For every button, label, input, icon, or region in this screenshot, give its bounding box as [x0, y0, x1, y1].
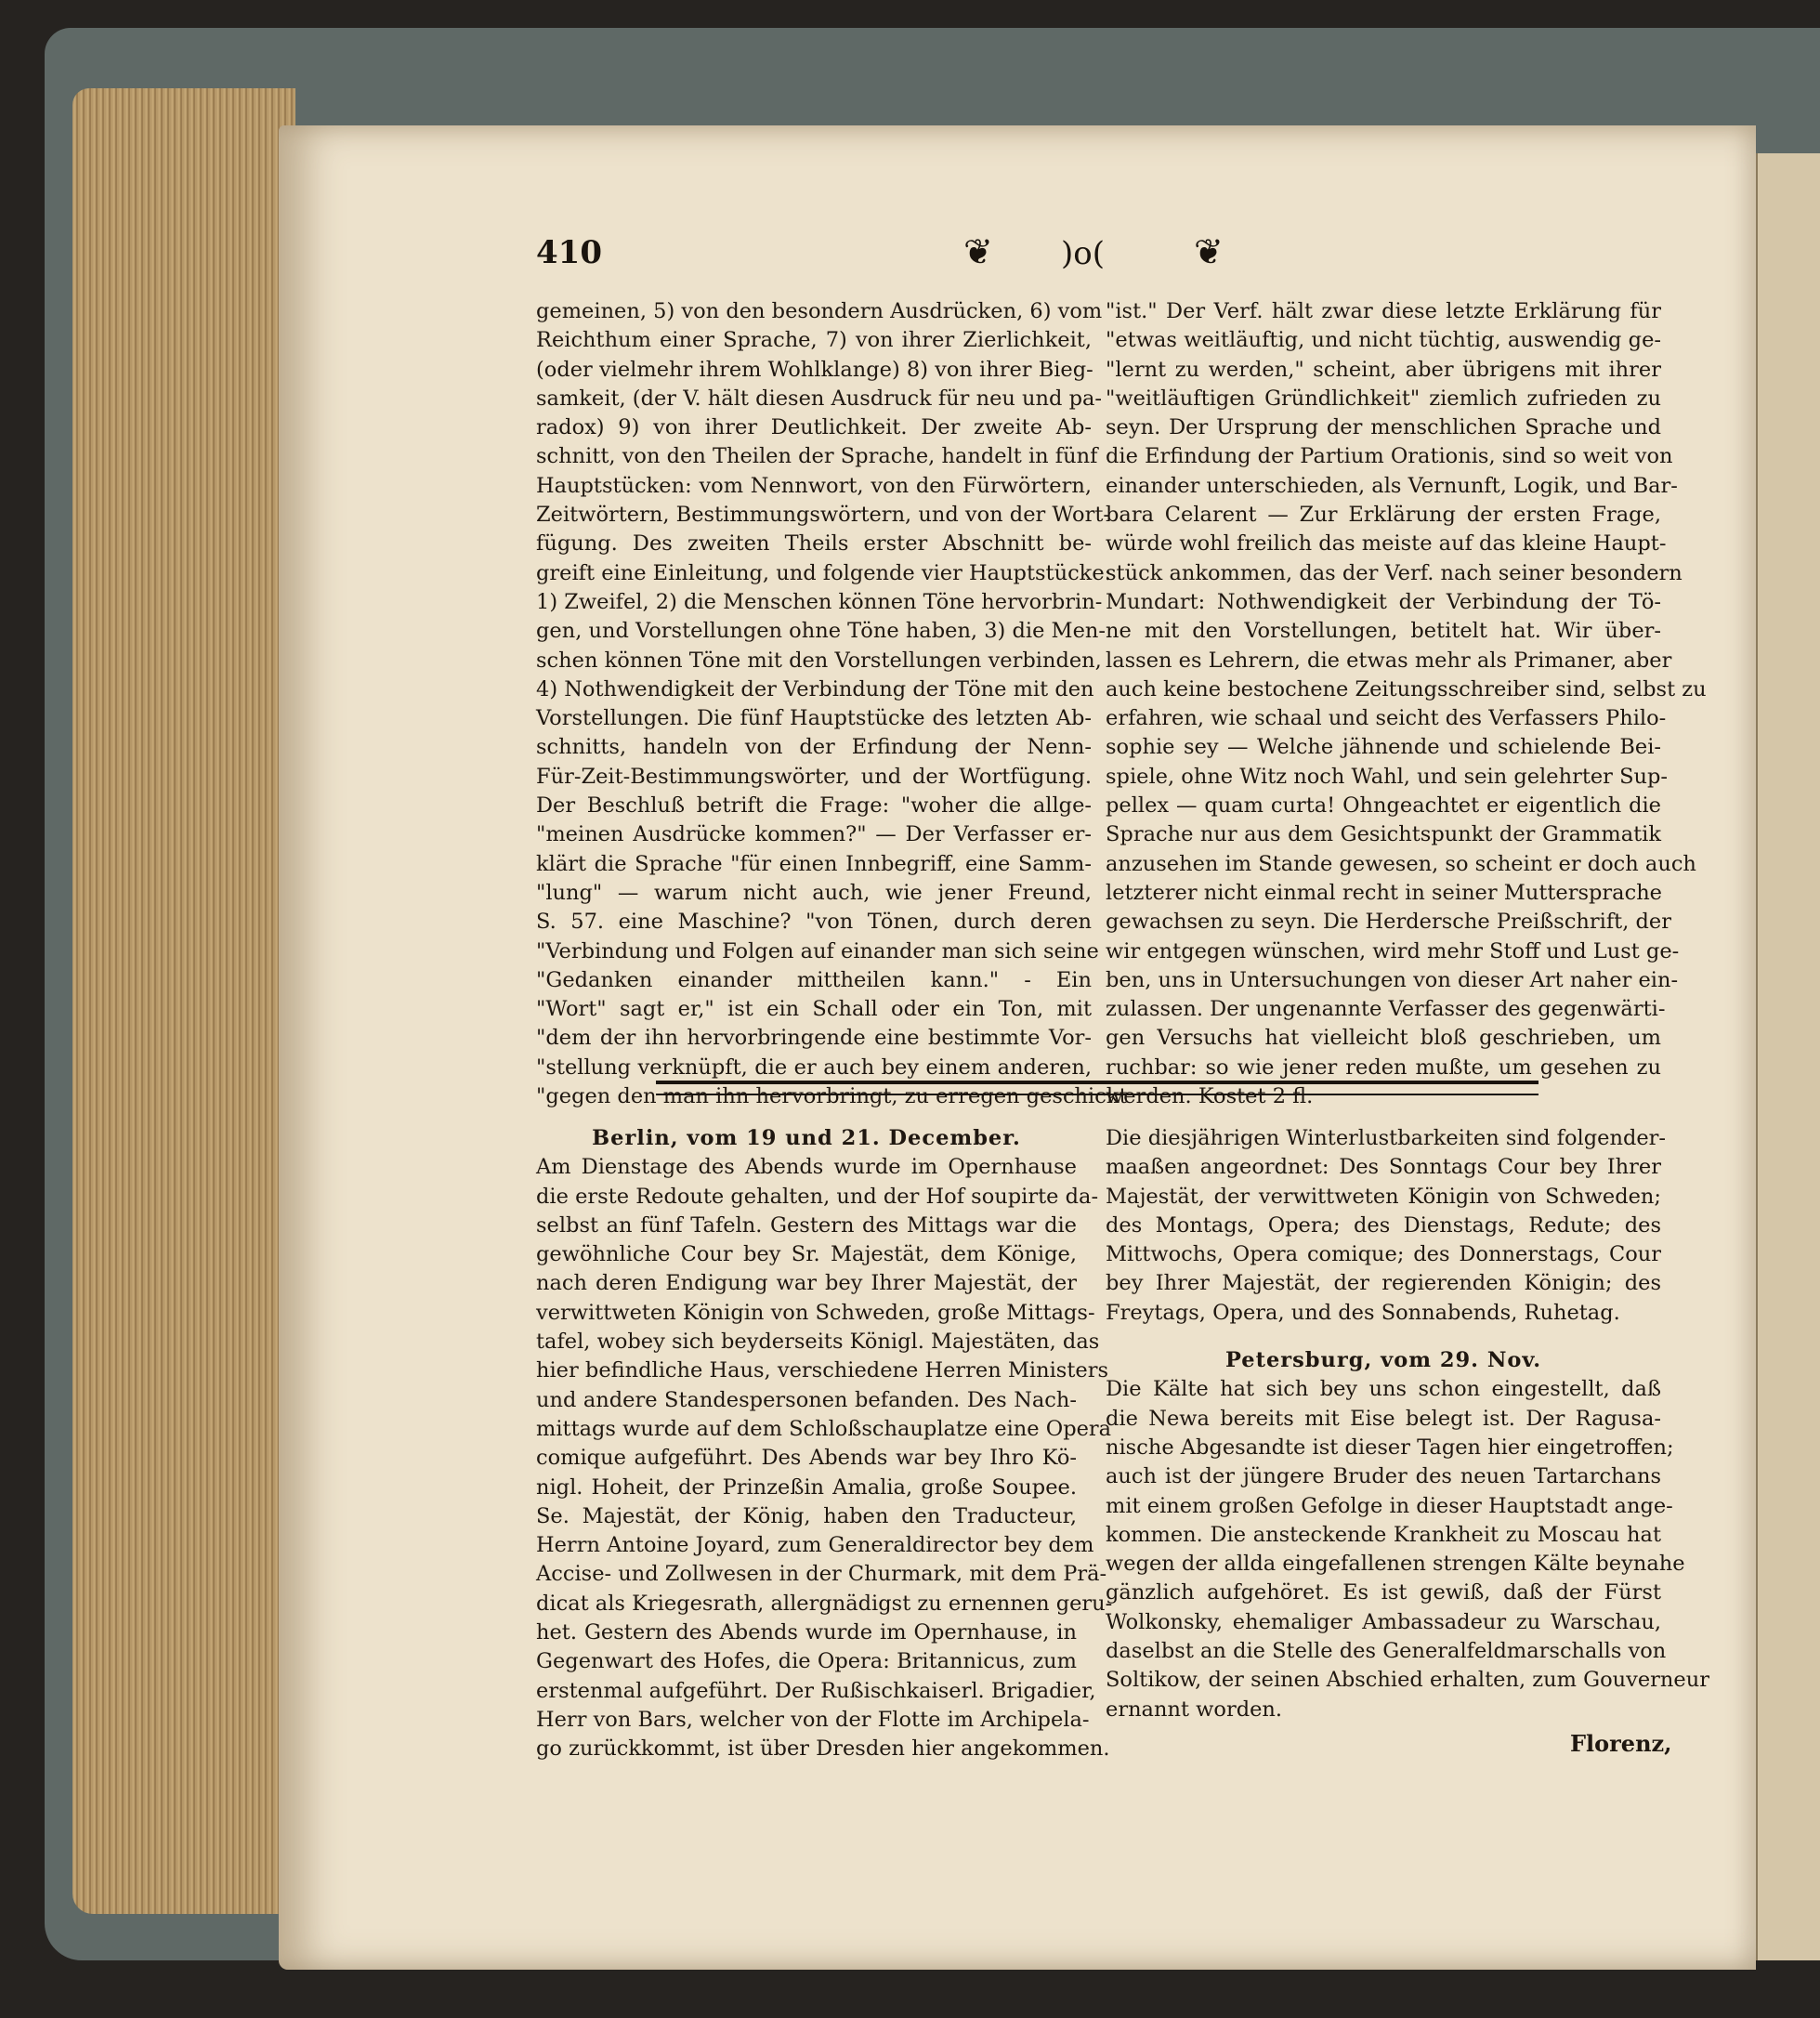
berlin-cont-text-line: Majestät, der verwittweten Königin von Schweden;: [1106, 1184, 1661, 1209]
review-text-line: "Wort" sagt er," ist ein Schall oder ein Ton, mit: [536, 997, 1092, 1022]
review-text-line: "weitläuftigen Gründlichkeit" ziemlich zufrieden zu: [1106, 386, 1661, 411]
review-text-line: Reichthum einer Sprache, 7) von ihrer Zierlichkeit,: [536, 328, 1092, 353]
petersburg-text-line: wegen der allda eingefallenen strengen Kälte beynahe: [1106, 1552, 1685, 1577]
petersburg-text-line: daselbst an die Stelle des Generalfeldmarschalls von: [1106, 1639, 1667, 1664]
news-column-right: [1106, 1124, 1709, 1724]
review-text-line: wir entgegen wünschen, wird mehr Stoff und Lust ge-: [1106, 938, 1680, 963]
page-number: 410: [536, 234, 602, 271]
berlin-cont-text-line: Mittwochs, Opera comique; des Donnerstags, Cour: [1106, 1242, 1661, 1267]
review-text-line: radox) 9) von ihrer Deutlichkeit. Der zweite Ab-: [536, 415, 1092, 440]
petersburg-text-line: auch ist der jüngere Bruder des neuen Tartarchans: [1106, 1464, 1661, 1489]
berlin-text-line: Gegenwart des Hofes, die Opera: Britannicus, zum: [536, 1649, 1077, 1674]
ornament-left-icon: ❦: [963, 231, 993, 272]
berlin-text-line: verwittweten Königin von Schweden, große Mittags-: [536, 1300, 1095, 1325]
review-text-line: stück ankommen, das der Verf. nach seiner besondern: [1106, 560, 1683, 585]
review-text-line: "dem der ihn hervorbringende eine bestimmte Vor-: [536, 1026, 1092, 1051]
review-text-line: Zeitwörtern, Bestimmungswörtern, und von der Wort-: [536, 503, 1110, 528]
review-text-line: Vorstellungen. Die fünf Hauptstücke des letzten Ab-: [536, 706, 1092, 731]
review-text-line: schnitts, handeln von der Erfindung der Nenn-: [536, 735, 1092, 760]
berlin-text-line: Herr von Bars, welcher von der Flotte im Archipela-: [536, 1707, 1090, 1732]
review-text-line: fügung. Des zweiten Theils erster Abschnitt be-: [536, 531, 1092, 557]
berlin-text-line: gewöhnliche Cour bey Sr. Majestät, dem Könige,: [536, 1242, 1077, 1267]
review-text-line: Mundart: Nothwendigkeit der Verbindung der Tö-: [1106, 589, 1661, 614]
berlin-dateline: Berlin, vom 19 und 21. December.: [592, 1126, 1021, 1150]
section-divider: [656, 1081, 1538, 1095]
berlin-text-line: selbst an fünf Tafeln. Gestern des Mittags war die: [536, 1212, 1077, 1238]
review-text-line: sophie sey — Welche jähnende und schielende Bei-: [1106, 735, 1661, 760]
review-text-line: gemeinen, 5) von den besondern Ausdrücken, 6) vom: [536, 299, 1103, 323]
review-text-line: samkeit, (der V. hält diesen Ausdruck für neu und pa-: [536, 386, 1102, 411]
petersburg-dateline: Petersburg, vom 29. Nov.: [1224, 1348, 1542, 1373]
review-text-line: "Verbindung und Folgen auf einander man sich seine: [536, 938, 1099, 963]
review-text-line: letzterer nicht einmal recht in seiner Muttersprache: [1106, 880, 1662, 905]
review-text-line: gewachsen zu seyn. Die Herdersche Preißschrift, der: [1106, 910, 1672, 935]
petersburg-text-line: mit einem großen Gefolge in dieser Hauptstadt ange-: [1106, 1493, 1673, 1518]
review-text-line: 1) Zweifel, 2) die Menschen können Töne hervorbrin-: [536, 589, 1103, 614]
review-text-line: die Erfindung der Partium Orationis, sind so weit von: [1106, 444, 1673, 469]
review-text-line: erfahren, wie schaal und seicht des Verfassers Philo-: [1106, 706, 1667, 731]
berlin-text-line: hier befindliche Haus, verschiedene Herren Ministers: [536, 1358, 1109, 1383]
review-text-line: "Gedanken einander mittheilen kann." - Ein: [536, 967, 1092, 992]
berlin-cont-text-line: maaßen angeordnet: Des Sonntags Cour bey Ihrer: [1106, 1155, 1661, 1180]
berlin-text-line: Herrn Antoine Joyard, zum Generaldirector bey dem: [536, 1533, 1094, 1558]
review-text-line: S. 57. eine Maschine? "von Tönen, durch deren: [536, 910, 1092, 935]
review-text-line: "etwas weitläuftig, und nicht tüchtig, auswendig ge-: [1106, 328, 1661, 353]
review-text-line: werden. Kostet 2 fl.: [1106, 1084, 1314, 1109]
berlin-text-line: mittags wurde auf dem Schloßschauplatze eine Opera: [536, 1416, 1112, 1441]
review-text-line: ne mit den Vorstellungen, betitelt hat. Wir über-: [1106, 619, 1661, 644]
berlin-cont-text-line: Die diesjährigen Winterlustbarkeiten sind folgender-: [1106, 1126, 1667, 1150]
berlin-text-line: dicat als Kriegesrath, allergnädigst zu ernennen geru-: [536, 1591, 1113, 1616]
berlin-cont-text-line: Freytags, Opera, und des Sonnabends, Ruhetag.: [1106, 1300, 1620, 1325]
review-text-line: bara Celarent — Zur Erklärung der ersten Frage,: [1106, 503, 1661, 528]
petersburg-text-line: Soltikow, der seinen Abschied erhalten, zum Gouverneur: [1106, 1668, 1709, 1693]
review-text-line: würde wohl freilich das meiste auf das kleine Haupt-: [1106, 531, 1667, 557]
review-text-line: schen können Töne mit den Vorstellungen verbinden,: [536, 648, 1102, 673]
page-edges: [72, 88, 295, 1914]
review-text-line: auch keine bestochene Zeitungsschreiber sind, selbst zu: [1106, 676, 1707, 701]
petersburg-text-line: ernannt worden.: [1106, 1697, 1283, 1722]
review-column-right: [1106, 297, 1707, 1111]
review-text-line: pellex — quam curta! Ohngeachtet er eigentlich die: [1106, 793, 1661, 819]
berlin-cont-text-line: bey Ihrer Majestät, der regierenden Königin; des: [1106, 1271, 1661, 1296]
review-text-line: lassen es Lehrern, die etwas mehr als Primaner, aber: [1106, 648, 1672, 673]
petersburg-text-line: Wolkonsky, ehemaliger Ambassadeur zu Warschau,: [1106, 1609, 1661, 1634]
review-text-line: (oder vielmehr ihrem Wohlklange) 8) von ihrer Bieg-: [536, 357, 1093, 382]
page-header: [536, 231, 1665, 290]
petersburg-text-line: Die Kälte hat sich bey uns schon eingestellt, daß: [1106, 1377, 1661, 1402]
berlin-text-line: erstenmal aufgeführt. Der Rußischkaiserl. Brigadier,: [536, 1678, 1096, 1703]
review-text-line: klärt die Sprache "für einen Innbegriff, eine Samm-: [536, 851, 1092, 876]
berlin-text-line: nach deren Endigung war bey Ihrer Majestät, der: [536, 1271, 1077, 1296]
berlin-text-line: nigl. Hoheit, der Prinzeßin Amalia, große Soupee.: [536, 1474, 1077, 1500]
review-text-line: Sprache nur aus dem Gesichtspunkt der Grammatik: [1106, 822, 1661, 847]
catchword: Florenz,: [1570, 1730, 1672, 1757]
review-text-line: spiele, ohne Witz noch Wahl, und sein gelehrter Sup-: [1106, 764, 1668, 789]
berlin-text-line: Se. Majestät, der König, haben den Traducteur,: [536, 1503, 1077, 1528]
review-text-line: ben, uns in Untersuchungen von dieser Art naher ein-: [1106, 967, 1679, 992]
berlin-text-line: go zurückkommt, ist über Dresden hier angekommen.: [536, 1736, 1110, 1762]
review-text-line: gen, und Vorstellungen ohne Töne haben, 3) die Men-: [536, 619, 1106, 644]
review-text-line: seyn. Der Ursprung der menschlichen Sprache und: [1106, 415, 1661, 440]
review-text-line: "stellung verknüpft, die er auch bey einem anderen,: [536, 1055, 1092, 1080]
review-text-line: ruchbar: so wie jener reden mußte, um gesehen zu: [1106, 1055, 1661, 1080]
review-text-line: "meinen Ausdrücke kommen?" — Der Verfasser er-: [536, 822, 1092, 847]
berlin-text-line: Accise- und Zollwesen in der Churmark, mit dem Prä-: [536, 1562, 1107, 1587]
petersburg-text-line: kommen. Die ansteckende Krankheit zu Moscau hat: [1106, 1522, 1661, 1547]
review-text-line: Für-Zeit-Bestimmungswörter, und der Wortfügung.: [536, 764, 1092, 789]
ornament-right-icon: ❦: [1194, 231, 1224, 272]
berlin-text-line: und andere Standespersonen befanden. Des Nach-: [536, 1387, 1077, 1412]
berlin-cont-text-line: des Montags, Opera; des Dienstags, Redute; des: [1106, 1212, 1661, 1238]
berlin-text-line: het. Gestern des Abends wurde im Opernhause, in: [536, 1620, 1077, 1645]
facing-page-edge: [1755, 153, 1820, 1960]
review-text-line: "gegen den man ihn hervorbringt, zu erregen geschickt: [536, 1084, 1128, 1109]
review-text-line: "ist." Der Verf. hält zwar diese letzte Erklärung für: [1106, 299, 1661, 323]
news-column-left: [536, 1124, 1113, 1764]
petersburg-text-line: gänzlich aufgehöret. Es ist gewiß, daß der Fürst: [1106, 1580, 1661, 1605]
review-text-line: schnitt, von den Theilen der Sprache, handelt in fünf: [536, 444, 1098, 469]
review-column-left: [536, 297, 1128, 1111]
review-text-line: "lernt zu werden," scheint, aber übrigens mit ihrer: [1106, 357, 1661, 382]
berlin-text-line: die erste Redoute gehalten, und der Hof soupirte da-: [536, 1184, 1099, 1209]
review-text-line: "lung" — warum nicht auch, wie jener Freund,: [536, 880, 1092, 905]
review-text-line: Der Beschluß betrift die Frage: "woher die allge-: [536, 793, 1092, 819]
berlin-text-line: comique aufgeführt. Des Abends war bey Ihro Kö-: [536, 1446, 1077, 1471]
berlin-text-line: tafel, wobey sich beyderseits Königl. Majestäten, das: [536, 1330, 1100, 1355]
review-text-line: zulassen. Der ungenannte Verfasser des gegenwärti-: [1106, 997, 1666, 1022]
ornament-center-icon: )o(: [1061, 235, 1105, 272]
review-text-line: einander unterschieden, als Vernunft, Logik, und Bar-: [1106, 473, 1678, 498]
review-text-line: anzusehen im Stande gewesen, so scheint er doch auch: [1106, 851, 1696, 876]
petersburg-text-line: nische Abgesandte ist dieser Tagen hier eingetroffen;: [1106, 1435, 1674, 1460]
berlin-text-line: Am Dienstage des Abends wurde im Opernhause: [536, 1155, 1077, 1180]
review-text-line: greift eine Einleitung, und folgende vier Hauptstücke:: [536, 560, 1112, 585]
review-text-line: gen Versuchs hat vielleicht bloß geschrieben, um: [1106, 1026, 1661, 1051]
review-text-line: 4) Nothwendigkeit der Verbindung der Töne mit den: [536, 676, 1094, 701]
review-text-line: Hauptstücken: vom Nennwort, von den Fürwörtern,: [536, 473, 1092, 498]
petersburg-text-line: die Newa bereits mit Eise belegt ist. Der Ragusa-: [1106, 1406, 1661, 1431]
